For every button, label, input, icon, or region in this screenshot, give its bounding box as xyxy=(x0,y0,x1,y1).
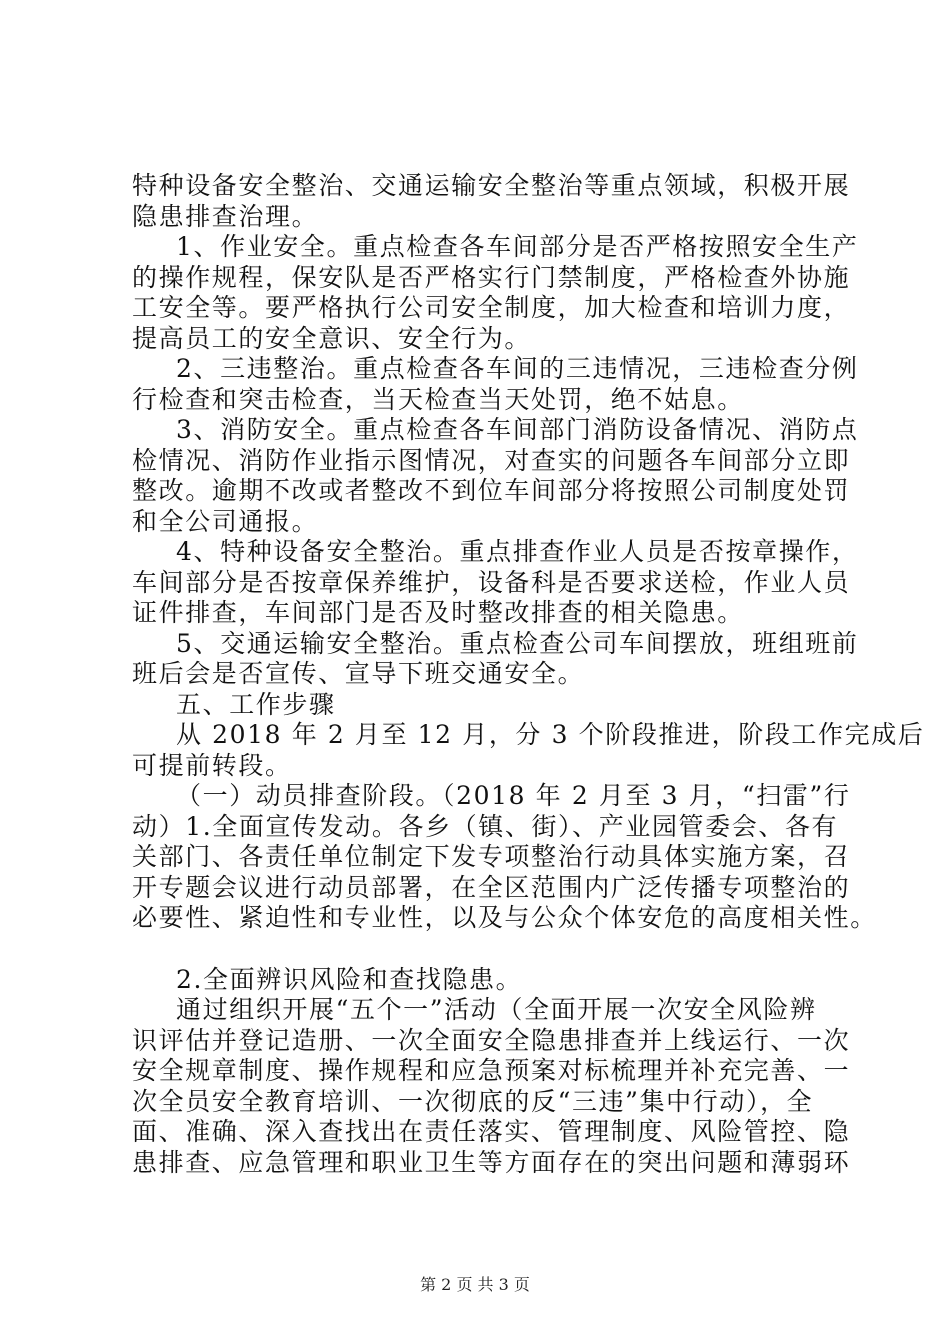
text-line: （一）动员排查阶段。（2018 年 2 月至 3 月，“扫雷”行 xyxy=(176,781,851,810)
text-line: 2、三违整治。重点检查各车间的三违情况，三违检查分例 xyxy=(176,354,859,383)
text-line: 的操作规程，保安队是否严格实行门禁制度，严格检查外协施 xyxy=(132,262,851,292)
document-body xyxy=(132,171,925,1178)
text-line: 关部门、各责任单位制定下发专项整治行动具体实施方案，召 xyxy=(132,842,851,871)
page-footer: 第 2 页 共 3 页 xyxy=(420,1275,530,1294)
text-line: 5、交通运输安全整治。重点检查公司车间摆放，班组班前 xyxy=(176,628,859,658)
text-line: 车间部分是否按章保养维护，设备科是否要求送检，作业人员 xyxy=(132,567,851,597)
text-line: 可提前转段。 xyxy=(132,750,292,780)
text-line: 班后会是否宣传、宣导下班交通安全。 xyxy=(132,659,585,688)
text-line: 特种设备安全整治、交通运输安全整治等重点领域，积极开展 xyxy=(132,171,851,200)
text-line: 4、特种设备安全整治。重点排查作业人员是否按章操作， xyxy=(176,537,859,566)
text-line: 从 2018 年 2 月至 12 月，分 3 个阶段推进，阶段工作完成后 xyxy=(176,720,925,749)
text-line: 五、工作步骤 xyxy=(176,689,336,719)
text-line: 行检查和突击检查，当天检查当天处罚，绝不姑息。 xyxy=(132,384,744,414)
text-line: 安全规章制度、操作规程和应急预案对标梳理并补充完善、一 xyxy=(132,1056,851,1085)
text-line: 次全员安全教育培训、一次彻底的反“三违”集中行动），全 xyxy=(132,1086,814,1116)
text-line: 开专题会议进行动员部署，在全区范围内广泛传播专项整治的 xyxy=(132,872,851,902)
text-line: 2.全面辨识风险和查找隐患。 xyxy=(176,964,523,994)
text-line: 面、准确、深入查找出在责任落实、管理制度、风险管控、隐 xyxy=(132,1117,851,1146)
text-line: 患排查、应急管理和职业卫生等方面存在的突出问题和薄弱环 xyxy=(132,1147,851,1177)
text-line: 证件排查，车间部门是否及时整改排查的相关隐患。 xyxy=(132,598,744,627)
text-line: 通过组织开展“五个一”活动（全面开展一次安全风险辨 xyxy=(176,995,817,1024)
text-line: 工安全等。要严格执行公司安全制度，加大检查和培训力度， xyxy=(132,293,851,322)
text-line: 必要性、紧迫性和专业性，以及与公众个体安危的高度相关性。 xyxy=(132,903,877,932)
text-line: 检情况、消防作业指示图情况，对查实的问题各车间部分立即 xyxy=(132,445,851,475)
text-line: 隐患排查治理。 xyxy=(132,201,319,231)
text-line: 3、消防安全。重点检查各车间部门消防设备情况、消防点 xyxy=(176,415,859,444)
text-line: 动）1.全面宣传发动。各乡（镇、街）、产业园管委会、各有 xyxy=(132,811,839,841)
text-line: 1、作业安全。重点检查各车间部分是否严格按照安全生产 xyxy=(176,232,859,261)
paragraph-gap xyxy=(132,934,840,965)
text-line: 识评估并登记造册、一次全面安全隐患排查并上线运行、一次 xyxy=(132,1025,851,1055)
text-line: 提高员工的安全意识、安全行为。 xyxy=(132,323,532,353)
text-line: 和全公司通报。 xyxy=(132,506,319,536)
text-line: 整改。逾期不改或者整改不到位车间部分将按照公司制度处罚 xyxy=(132,476,851,505)
